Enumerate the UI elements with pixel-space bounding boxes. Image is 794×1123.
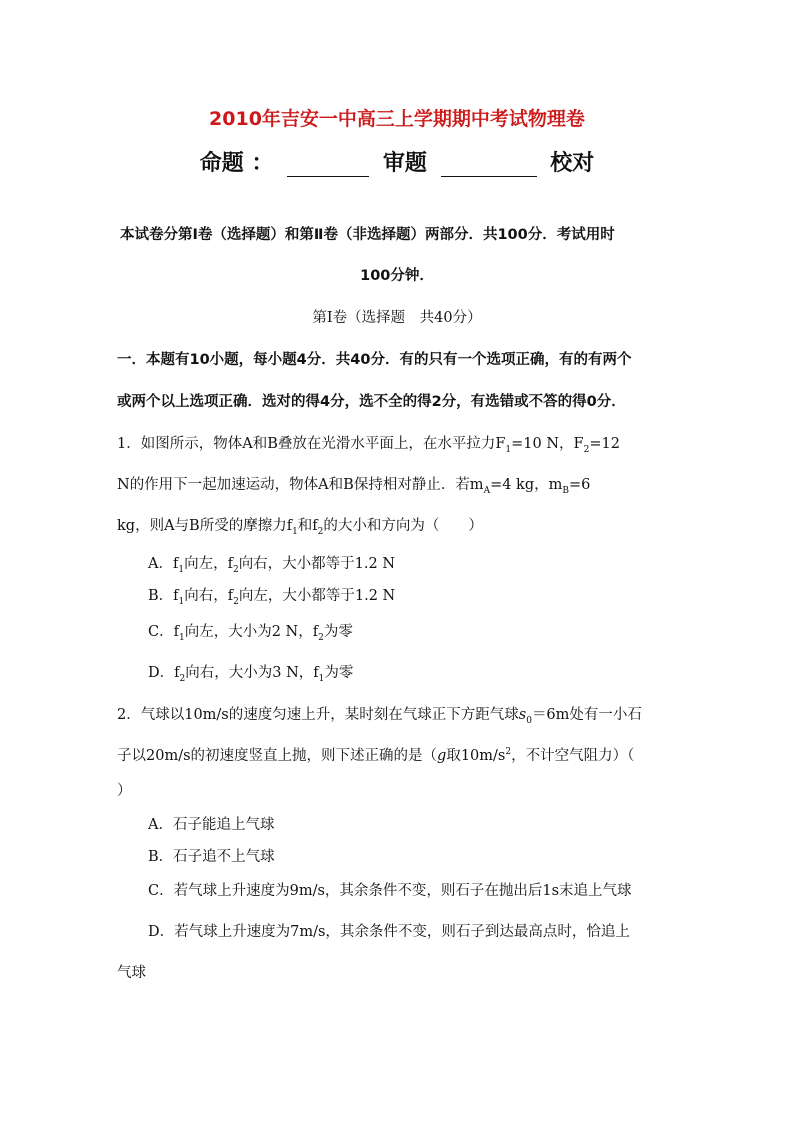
q1-option-c: C．$f_1$向左，大小为2 N，$f_2$为零 bbox=[148, 624, 353, 643]
q1-line-1: 1．如图所示，物体A和B叠放在光滑水平面上，在水平拉力$F_1=10$ N，$F_2=12$ bbox=[117, 436, 620, 455]
q2-line-1: 2．气球以10m/s的速度匀速上升，某时刻在气球正下方距气球$s_0=6m$处有一小石 bbox=[117, 707, 642, 726]
staff-roles bbox=[0, 146, 794, 177]
exam-title: 2010年吉安一中高三上学期期中考试物理卷 bbox=[209, 108, 585, 130]
instruction-line-2: 或两个以上选项正确．选对的得4分，选不全的得2分，有选错或不答的得0分． bbox=[117, 394, 626, 410]
intro-line-1: 本试卷分第Ⅰ卷（选择题）和第Ⅱ卷（非选择题）两部分．共100分．考试用时 bbox=[120, 227, 615, 243]
instruction-line-1: 一．本题有10小题，每小题4分．共40分．有的只有一个选项正确，有的有两个 bbox=[117, 352, 632, 368]
role-colon: ： bbox=[251, 151, 274, 176]
author-blank bbox=[287, 154, 369, 177]
q1-option-b: B．$f_1$向右，$f_2$向左，大小都等于1.2 N bbox=[148, 588, 396, 607]
q1-option-d: D．$f_2$向右，大小为3 N，$f_1$为零 bbox=[148, 665, 354, 684]
q2-option-a: A．石子能追上气球 bbox=[148, 817, 275, 833]
q2-line-3: ） bbox=[117, 783, 132, 799]
q2-option-d-line-2: 气球 bbox=[117, 965, 146, 981]
reviewer-blank bbox=[441, 154, 537, 177]
q2-option-b: B．石子追不上气球 bbox=[148, 849, 275, 865]
q2-option-d-line-1: D．若气球上升速度为7m/s，其余条件不变，则石子到达最高点时，恰追上 bbox=[148, 924, 630, 940]
q2-option-c: C．若气球上升速度为9m/s，其余条件不变，则石子在抛出后1s末追上气球 bbox=[148, 883, 632, 899]
intro-line-2: 100分钟． bbox=[360, 268, 434, 284]
q1-option-a: A．$f_1$向左，$f_2$向右，大小都等于1.2 N bbox=[148, 556, 396, 575]
section-heading: 第Ⅰ卷（选择题 共40分） bbox=[312, 310, 482, 326]
role-proofreader-label: 校对 bbox=[550, 151, 595, 176]
role-author-label: 命题 bbox=[199, 151, 244, 176]
q1-line-2: N的作用下一起加速运动，物体A和B保持相对静止．若$m_A=4$ kg，$m_B=6$ bbox=[117, 477, 591, 496]
role-reviewer-label: 审题 bbox=[382, 151, 427, 176]
q1-line-3: kg，则A与B所受的摩擦力$f_1$和$f_2$的大小和方向为（ ） bbox=[117, 518, 483, 537]
q2-line-2: 子以20m/s的初速度竖直上抛，则下述正确的是（g取$10m/s^2$，不计空气阻力）（ bbox=[117, 747, 635, 764]
